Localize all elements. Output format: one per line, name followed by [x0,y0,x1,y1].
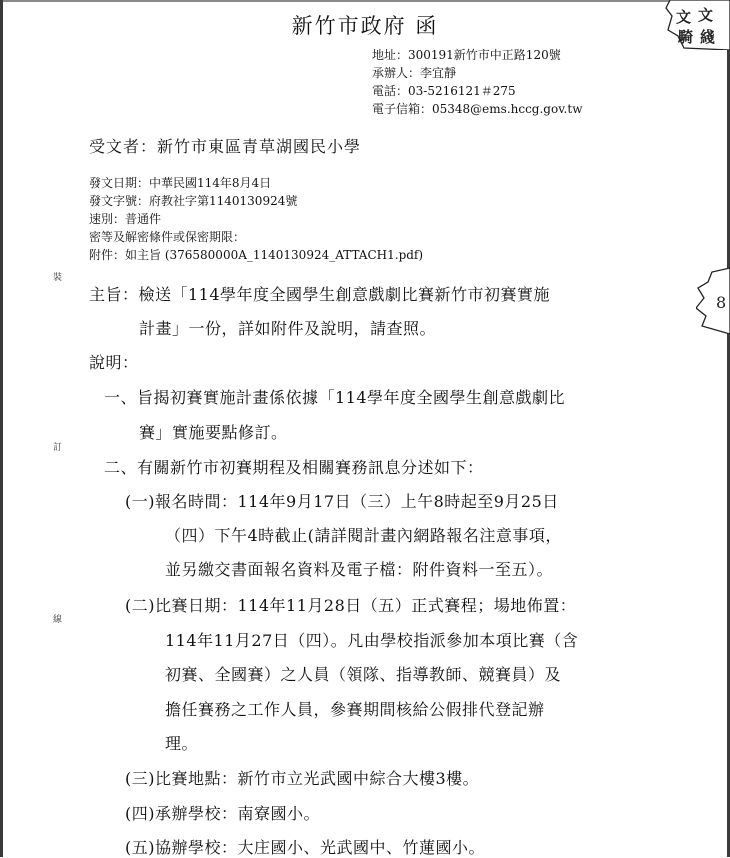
item-1-line-2: 賽」實施要點修訂。 [139,423,288,442]
sub-2-line-1: (二)比賽日期：114年11月28日（五）正式賽程；場地佈置： [125,596,577,615]
sender-officer: 承辦人：李宜靜 [372,66,457,80]
sub-1-line-2: （四）下午4時截止(請詳閱計畫內網路報名注意事項， [165,526,562,545]
subject-line-2: 計畫」一份，詳如附件及說明，請查照。 [139,319,437,338]
sender-phone: 電話：03-5216121＃275 [372,84,516,98]
sub-5: (五)協辦學校：大庄國小、光武國中、竹蓮國小。 [125,838,485,857]
left-frame-border [0,0,3,857]
seal-fragment-icon [696,268,730,334]
delivery-speed: 速別：普通件 [89,212,162,226]
document-meta [89,174,423,264]
seal-fragment-text: 8 [716,293,727,312]
sub-1-line-1: (一)報名時間：114年9月17日（三）上午8時起至9月25日 [125,492,559,511]
sub-3: (三)比賽地點：新竹市立光武國中綜合大樓3樓。 [125,769,480,788]
sub-2-line-4: 擔任賽務之工作人員，參賽期間核給公假排代登記辦 [165,700,545,719]
recipient: 受文者：新竹市東區青草湖國民小學 [89,137,362,156]
classification: 密等及解密條件或保密期限： [89,230,246,244]
sub-4: (四)承辦學校：南寮國小。 [125,804,320,823]
stamp-text-d: 綫 [700,28,716,46]
sub-1-line-3: 並另繳交書面報名資料及電子檔：附件資料一至五）。 [165,560,554,579]
sender-address: 地址：300191新竹市中正路120號 [372,48,561,62]
document-title: 新竹市政府 函 [291,14,439,38]
subject-line-1: 主旨：檢送「114學年度全國學生創意戲劇比賽新竹市初賽實施 [89,285,551,304]
sender-info [372,46,582,118]
sender-email: 電子信箱：05348@ems.hccg.gov.tw [372,102,583,116]
sub-2-line-5: 理。 [165,734,199,753]
sub-2-line-3: 初賽、全國賽）之人員（領隊、指導教師、競賽員）及 [165,665,562,684]
binding-mark-xian: 線 [53,615,63,625]
explanation-heading: 說明： [89,353,139,372]
issue-date: 發文日期：中華民國114年8月4日 [89,176,272,190]
stamp-text-a: 文 [676,8,692,26]
document-number: 發文字號：府教社字第1140130924號 [89,194,298,208]
binding-mark-zhuang: 裝 [53,273,63,283]
attachment-info: 附件：如主旨 (376580000A_1140130924_ATTACH1.pdf) [89,248,424,262]
top-border [0,0,730,2]
stamp-text-b: 文 [698,6,714,24]
stamp-text-c: 騎 [678,28,694,46]
sub-2-line-2: 114年11月27日（四）。凡由學校指派參加本項比賽（含 [165,631,579,650]
item-1-line-1: 一、旨揭初賽實施計畫係依據「114學年度全國學生創意戲劇比 [104,388,566,407]
item-2: 二、有關新竹市初賽期程及相關賽務訊息分述如下： [104,458,484,477]
binding-mark-ding: 訂 [53,443,63,453]
